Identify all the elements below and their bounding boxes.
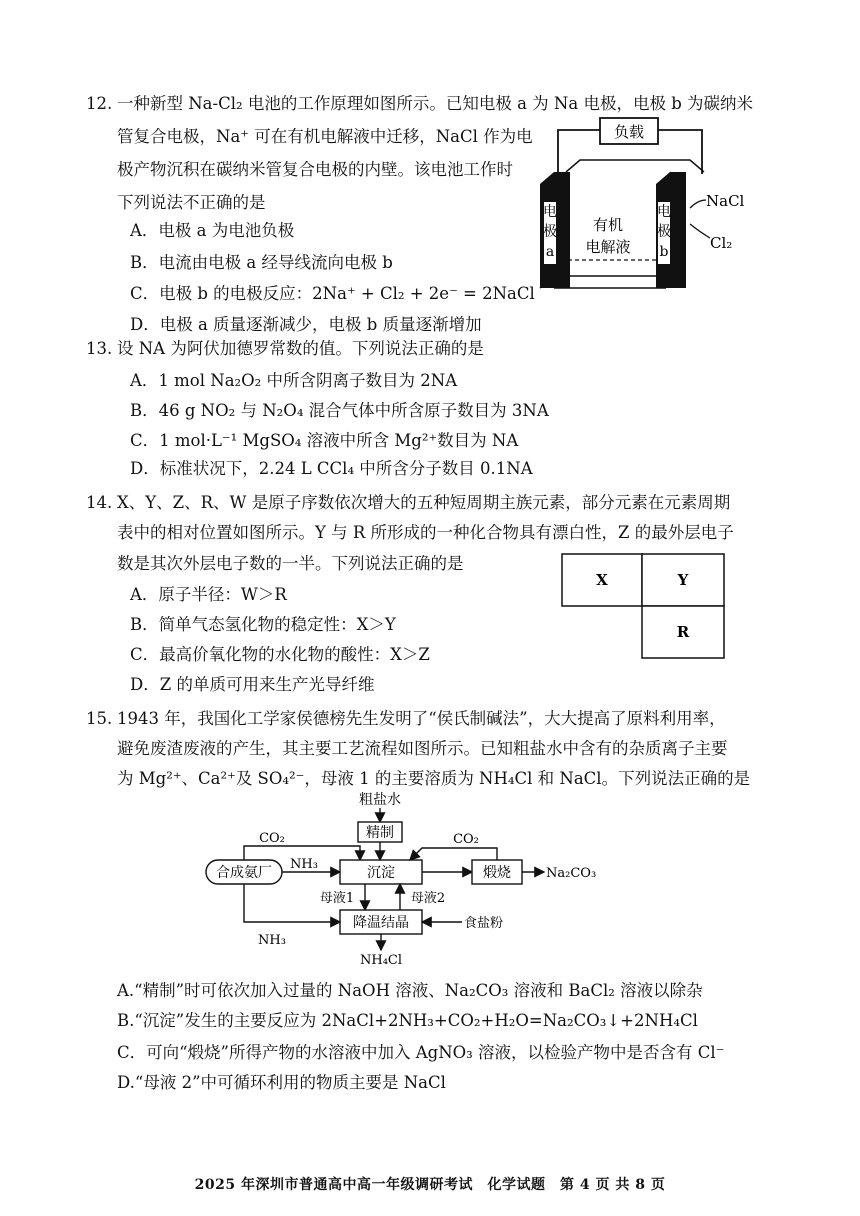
question-text-line: 设 NA 为阿伏加德罗常数的值。下列说法正确的是 — [117, 339, 484, 358]
ammonia-plant: 合成氨厂 — [216, 865, 272, 881]
element-x: X — [596, 571, 608, 589]
brine-label: 粗盐水 — [359, 792, 401, 808]
question-text-line: 避免废渣废液的产生，其主要工艺流程如图所示。已知粗盐水中含有的杂质离子主要 — [117, 739, 728, 758]
cl2-label: Cl₂ — [710, 234, 733, 252]
option-a: A．原子半径：W＞R — [130, 585, 287, 604]
element-y: Y — [677, 571, 689, 589]
electrode-b-char: 电 — [657, 204, 671, 220]
electrode-a-char: a — [545, 244, 555, 260]
option-c: C．电极 b 的电极反应：2Na⁺ + Cl₂ + 2e⁻ = 2NaCl — [130, 284, 535, 303]
nh3-top-label: NH₃ — [290, 857, 318, 872]
question-text-line: 表中的相对位置如图所示。Y 与 R 所形成的一种化合物具有漂白性，Z 的最外层电子 — [117, 523, 734, 542]
question-text-line: 下列说法不正确的是 — [117, 193, 266, 212]
question-number: 12. — [86, 94, 113, 113]
option-b: B．46 g NO₂ 与 N₂O₄ 混合气体中所含原子数目为 3NA — [130, 401, 549, 420]
option-d: D．电极 a 质量逐渐减少，电极 b 质量逐渐增加 — [130, 315, 482, 334]
electrode-b-char: 极 — [657, 224, 671, 240]
periodic-table-fragment — [560, 552, 730, 662]
electrode-a-char: 电 — [543, 204, 557, 220]
co2-left-label: CO₂ — [259, 831, 285, 846]
page-footer: 2025 年深圳市普通高中高一年级调研考试 化学试题 第 4 页 共 8 页 — [194, 1177, 666, 1193]
mother-liquor-2: 母液2 — [410, 891, 446, 906]
question-text-line: 一种新型 Na-Cl₂ 电池的工作原理如图所示。已知电极 a 为 Na 电极，电极 b 为碳纳米 — [117, 94, 753, 113]
battery-diagram — [530, 112, 770, 320]
precipitation-box: 沉淀 — [367, 865, 395, 881]
question-text-line: X、Y、Z、R、W 是原子序数依次增大的五种短周期主族元素，部分元素在元素周期 — [117, 493, 731, 512]
option-c: C．1 mol·L⁻¹ MgSO₄ 溶液中所含 Mg²⁺数目为 NA — [130, 431, 519, 450]
option-d: D．标准状况下，2.24 L CCl₄ 中所含分子数目 0.1NA — [130, 459, 533, 478]
option-c: C．可向“煅烧”所得产物的水溶液中加入 AgNO₃ 溶液，以检验产物中是否含有 Cl⁻ — [117, 1043, 725, 1062]
option-a: A.“精制”时可依次加入过量的 NaOH 溶液、Na₂CO₃ 溶液和 BaCl₂ 溶液以除杂 — [117, 981, 703, 1000]
crystallization-box: 降温结晶 — [353, 915, 409, 931]
mother-liquor-1: 母液1 — [319, 891, 355, 906]
question-text-line: 极产物沉积在碳纳米管复合电极的内壁。该电池工作时 — [117, 160, 513, 179]
salt-powder-label: 食盐粉 — [464, 916, 504, 931]
nh3-bottom-label: NH₃ — [258, 933, 286, 948]
question-number: 13. — [86, 339, 113, 358]
refine-box: 精制 — [366, 825, 394, 841]
question-text-line: 为 Mg²⁺、Ca²⁺及 SO₄²⁻，母液 1 的主要溶质为 NH₄Cl 和 NaCl。下列说法正确的是 — [117, 769, 751, 788]
option-a: A．电极 a 为电池负极 — [130, 221, 295, 240]
option-d: D.“母液 2”中可循环利用的物质主要是 NaCl — [117, 1073, 446, 1092]
process-flow-chart — [200, 788, 620, 968]
question-number: 14. — [86, 493, 113, 512]
question-text-line: 管复合电极，Na⁺ 可在有机电解液中迁移，NaCl 作为电 — [117, 127, 533, 146]
option-a: A．1 mol Na₂O₂ 中所含阴离子数目为 2NA — [130, 371, 458, 390]
question-number: 15. — [86, 709, 113, 728]
load-label: 负载 — [613, 123, 645, 141]
electrolyte-label: 电解液 — [585, 238, 631, 256]
electrode-b-char: b — [659, 244, 669, 260]
option-b: B.“沉淀”发生的主要反应为 2NaCl+2NH₃+CO₂+H₂O=Na₂CO₃↓+2NH₄Cl — [117, 1011, 698, 1030]
question-text-line: 数是其次外层电子数的一半。下列说法正确的是 — [117, 554, 464, 573]
element-r: R — [676, 623, 690, 641]
electrolyte-label: 有机 — [592, 216, 624, 234]
option-c: C．最高价氧化物的水化物的酸性：X＞Z — [130, 645, 430, 664]
electrode-a-char: 极 — [543, 224, 557, 240]
option-b: B．电流由电极 a 经导线流向电极 b — [130, 253, 393, 272]
question-text-line: 1943 年，我国化工学家侯德榜先生发明了“侯氏制碱法”，大大提高了原料利用率， — [117, 709, 726, 728]
co2-right-label: CO₂ — [453, 832, 479, 847]
product-label: Na₂CO₃ — [546, 866, 597, 881]
option-d: D．Z 的单质可用来生产光导纤维 — [130, 675, 375, 694]
nh4cl-label: NH₄Cl — [359, 953, 403, 968]
nacl-label: NaCl — [706, 192, 745, 210]
option-b: B．简单气态氢化物的稳定性：X＞Y — [130, 615, 396, 634]
calcine-box: 煅烧 — [483, 865, 511, 881]
